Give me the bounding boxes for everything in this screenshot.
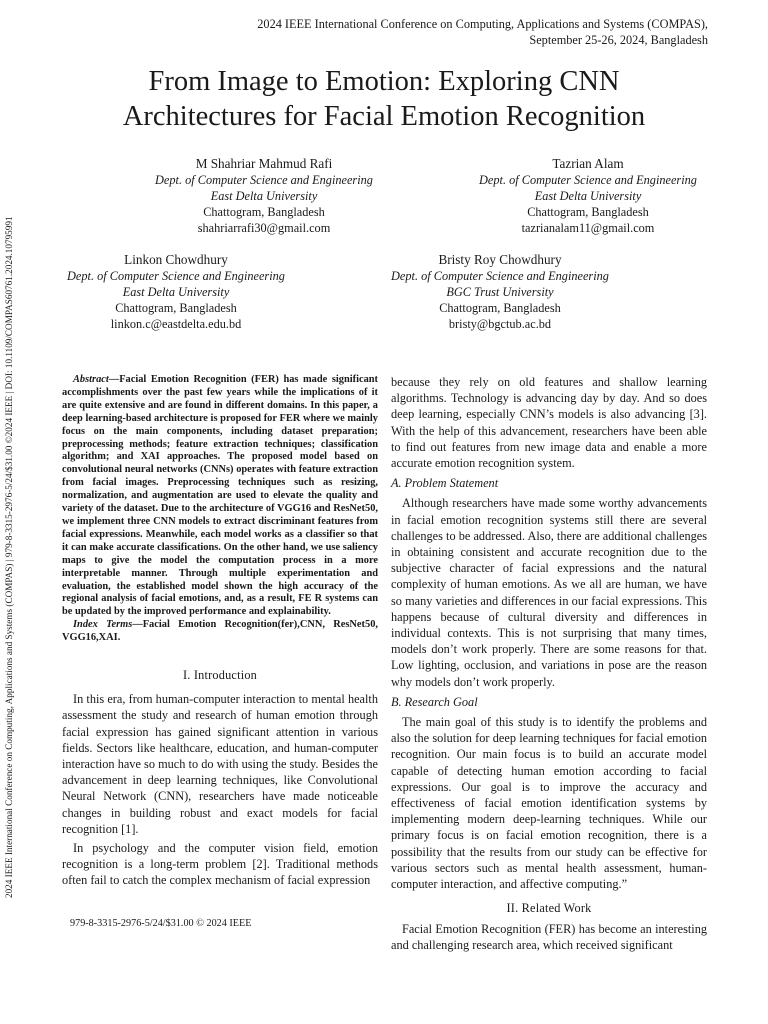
index-terms-lead: Index Terms: [73, 619, 133, 631]
author-location: Chattogram, Bangladesh: [203, 205, 325, 219]
paragraph: The main goal of this study is to identify the problems and also the solution for deep learning techniques for facial emotion recognition. Our main focus is to build an accurate model capable of detecting human emotion according to facial expressions. Our goal is to improve the accuracy and effectiveness of facial emotion identification systems by implementing modern deep-learning techniques. While our primary focus is on facial emotion recognition, there is a possibility that the results from our study can be effective for various sectors such as mental health assessment, human-computer interaction, and affective computing.”: [391, 715, 707, 892]
author-department: Dept. of Computer Science and Engineering: [479, 173, 697, 187]
side-margin-citation: [3, 128, 15, 898]
abstract-text: —Facial Emotion Recognition (FER) has made significant accomplishments over the past few years while the implications of it are quite extensive and are found in different domains. In this paper, a deep learning-based architecture is proposed for FER where we mainly focus on the main components, including dataset preparation; preprocessing methods; feature extraction techniques; classification algorithm; and XAI approaches. The proposed model based on convolutional neural networks (CNNs) operates with feature extraction from facial images. Preprocessing techniques such as resizing, normalization, and augmentation are used to elevate the quality and variety of the dataset. Due to the architecture of VGG16 and ResNet50, we implement three CNN models to extract discriminant features from facial expressions. Meanwhile, each model works as a classifier so that it can make accurate classifications. On the other hand, we use saliency maps to give the model the computation process in a more interpretable manner. Through multiple experimentation and evaluation, the established model shown the high accuracy of the regional analysis of facial emotions, and, as a result, FE R systems can be updated by the improved performance and explainability.: [62, 374, 378, 618]
author-department: Dept. of Computer Science and Engineering: [391, 269, 609, 283]
section-heading-related-work: II. Related Work: [506, 901, 592, 916]
title-line1: From Image to Emotion: Exploring CNN: [148, 66, 620, 97]
author-email: bristy@bgctub.ac.bd: [448, 317, 552, 331]
author-location: Chattogram, Bangladesh: [115, 301, 237, 315]
author-institution: BGC Trust University: [446, 285, 554, 299]
index-terms-text: —Facial Emotion Recognition(fer),CNN, ResNet50, VGG16,XAI.: [62, 619, 378, 644]
abstract-lead: Abstract: [73, 374, 109, 385]
side-margin-text: 2024 IEEE International Conference on Computing, Applications and Systems (COMPAS) | 979-8-3315-2976-5/24/$31.00 ©2024 IEEE | DOI: 10.1109/COMPAS60761.2024.10795991: [4, 216, 14, 898]
paragraph: Although researchers have made some worthy advancements in facial emotion recognition systems still there are several challenges to be addressed. Also, there are additional challenges in obtaining consistent and accurate recognition due to the subjective character of facial expressions and the natural complexity of human emotions. As we all are human, we have so many varieties and differences in our facial expressions. This happens because of cultural diversity and differences in individual contexts. This is not surprising that many times, models don’t work properly. There are some reasons for that. Low lighting, occlusion, and variations in pose are the reason why models don’t work properly.: [391, 496, 707, 689]
author-name: Bristy Roy Chowdhury: [438, 252, 562, 267]
paper-title: [40, 64, 728, 134]
copyright-footer: 979-8-3315-2976-5/24/$31.00 © 2024 IEEE: [70, 918, 252, 929]
author-institution: East Delta University: [210, 189, 318, 203]
author-department: Dept. of Computer Science and Engineering: [155, 173, 373, 187]
author-block: [124, 156, 404, 236]
subsection-heading-problem: A. Problem Statement: [391, 476, 499, 491]
author-name: M Shahriar Mahmud Rafi: [195, 156, 333, 171]
paragraph: because they rely on old features and shallow learning algorithms. Technology is advancing day by day. And so does deep learning, especially CNN’s models is also advancing [3]. With the help of this advancement, researchers have been able to find out features from new image data and enable a more accurate emotion recognition system.: [391, 375, 707, 471]
paragraph: Facial Emotion Recognition (FER) has become an interesting and challenging research area, which received significant: [391, 921, 707, 952]
conference-header-line2: September 25-26, 2024, Bangladesh: [529, 33, 708, 47]
author-institution: East Delta University: [534, 189, 642, 203]
author-email: tazrianalam11@gmail.com: [521, 221, 655, 235]
conference-header-line1: 2024 IEEE International Conference on Computing, Applications and Systems (COMPAS),: [257, 17, 708, 31]
author-institution: East Delta University: [122, 285, 230, 299]
author-email: shahriarrafi30@gmail.com: [197, 221, 331, 235]
paragraph: In this era, from human-computer interaction to mental health assessment the study and research of human emotion through facial expression has gained significant attention in various fields. Sectors like healthcare, education, and human-computer interaction have so much to do with using the study. Besides the advancement in deep learning techniques, like Convolutional Neural Network (CNN), researchers have made noticeable changes in building robust and exact models for facial recognition [1].: [62, 692, 378, 836]
author-block: [360, 252, 640, 332]
author-location: Chattogram, Bangladesh: [527, 205, 649, 219]
author-email: linkon.c@eastdelta.edu.bd: [110, 317, 242, 331]
index-terms: [62, 619, 378, 645]
left-column: [62, 374, 378, 889]
paragraph: In psychology and the computer vision field, emotion recognition is a long-term problem [2]. Traditional methods often fail to catch the complex mechanism of facial expression: [62, 841, 378, 888]
abstract: [62, 374, 378, 619]
author-name: Tazrian Alam: [552, 156, 624, 171]
section-heading-introduction: I. Introduction: [182, 668, 258, 683]
conference-header: [108, 16, 708, 48]
title-line2: Architectures for Facial Emotion Recognition: [122, 101, 646, 132]
author-block: [36, 252, 316, 332]
author-department: Dept. of Computer Science and Engineering: [67, 269, 285, 283]
author-block: [448, 156, 728, 236]
right-column: [391, 374, 707, 953]
author-name: Linkon Chowdhury: [124, 252, 228, 267]
author-location: Chattogram, Bangladesh: [439, 301, 561, 315]
subsection-heading-goal: B. Research Goal: [391, 694, 478, 709]
